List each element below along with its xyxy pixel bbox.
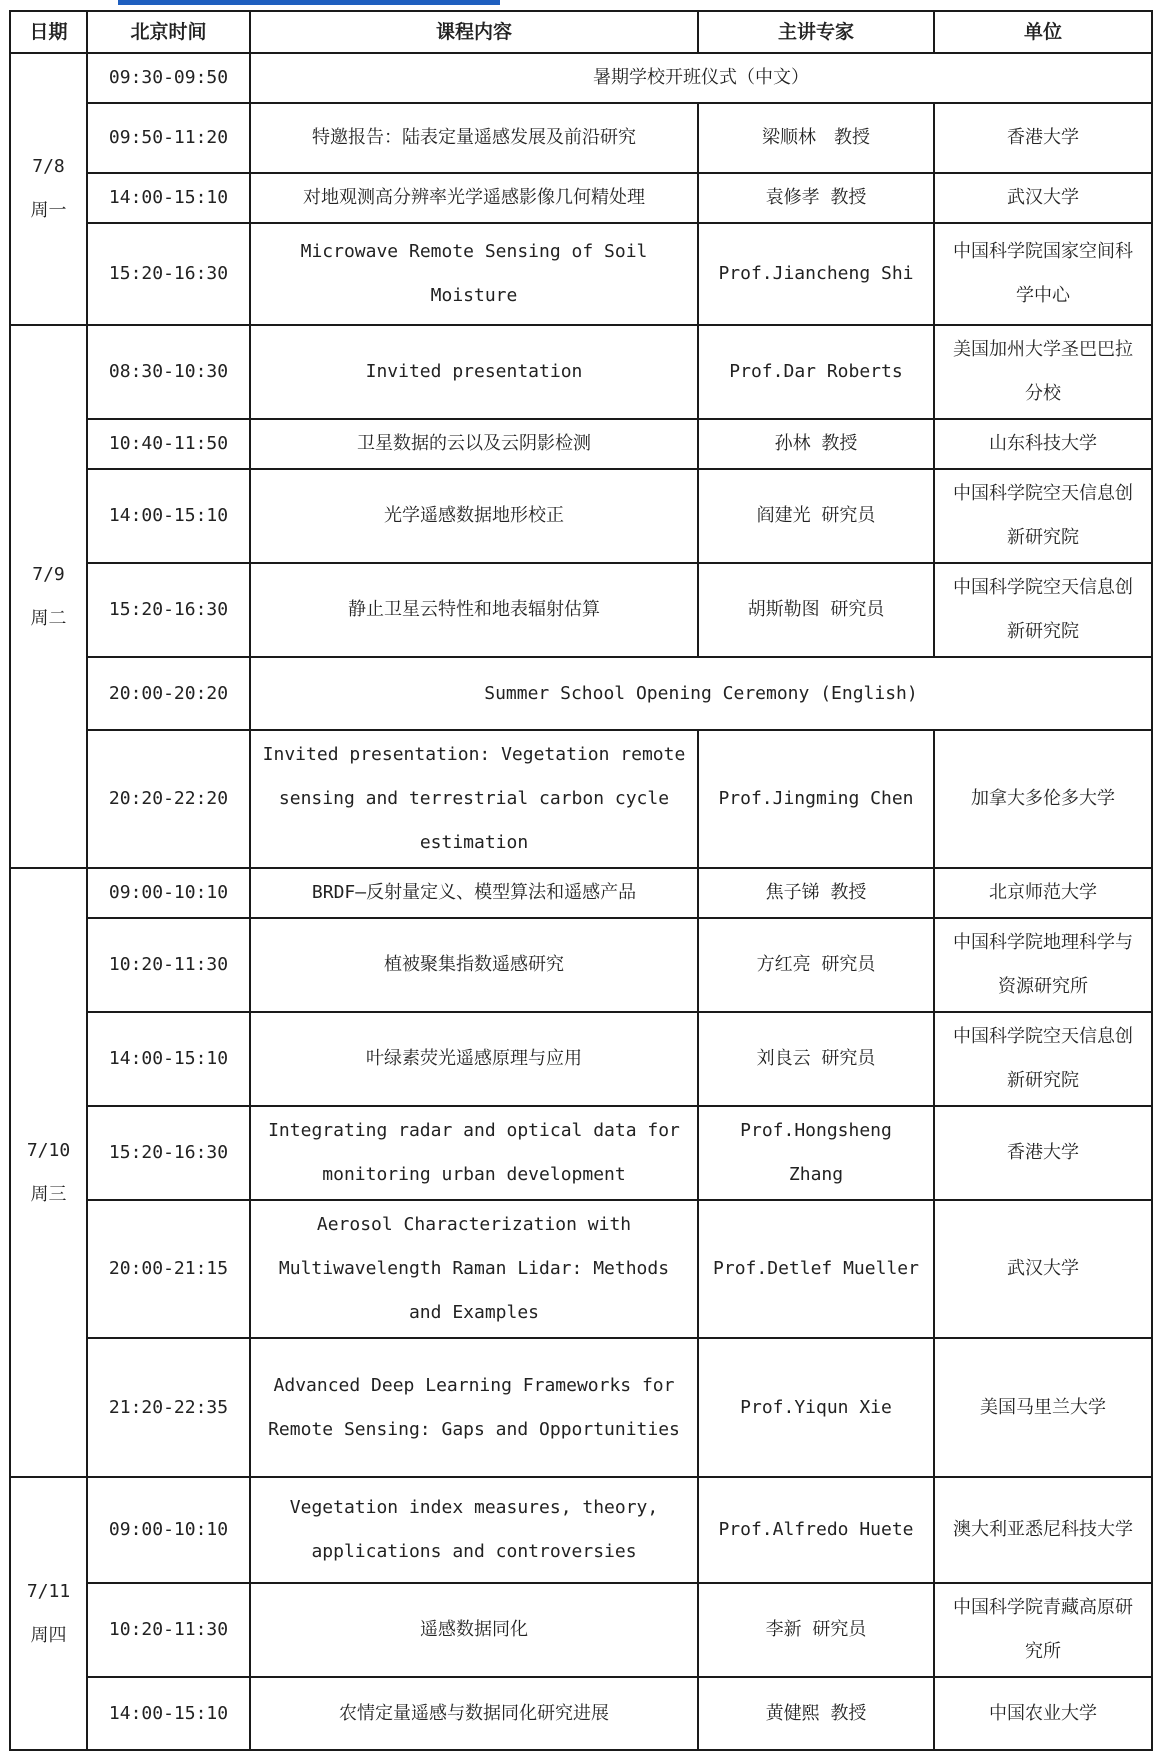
header-time: 北京时间 [87,11,250,53]
session-unit: 北京师范大学 [934,868,1152,918]
session-time: 09:00-10:10 [87,1477,250,1583]
session-course: Integrating radar and optical data for monitoring urban development [250,1106,698,1200]
table-row [10,1583,1152,1677]
day-weekday: 周三 [30,1183,67,1205]
session-time: 09:30-09:50 [87,53,250,103]
session-lecturer: 袁修孝 教授 [698,173,934,223]
table-row [10,868,1152,918]
session-unit: 中国科学院空天信息创新研究院 [934,1012,1152,1106]
day-cell [10,53,87,325]
session-course: Aerosol Characterization with Multiwavelength Raman Lidar: Methods and Examples [250,1200,698,1338]
session-time: 14:00-15:10 [87,1677,250,1750]
table-row [10,223,1152,325]
table-row [10,419,1152,469]
session-time: 15:20-16:30 [87,563,250,657]
session-course: Summer School Opening Ceremony (English) [250,657,1152,730]
session-course: 遥感数据同化 [250,1583,698,1677]
session-course: 光学遥感数据地形校正 [250,469,698,563]
header-lecturer: 主讲专家 [698,11,934,53]
session-unit: 中国科学院国家空间科学中心 [934,223,1152,325]
table-row [10,1106,1152,1200]
session-unit: 中国科学院青藏高原研究所 [934,1583,1152,1677]
day-date: 7/9 [32,563,65,585]
session-unit: 美国加州大学圣巴巴拉分校 [934,325,1152,419]
session-time: 14:00-15:10 [87,1012,250,1106]
session-lecturer: Prof.Hongsheng Zhang [698,1106,934,1200]
session-time: 09:00-10:10 [87,868,250,918]
session-lecturer: 李新 研究员 [698,1583,934,1677]
table-row [10,53,1152,103]
table-row [10,1677,1152,1750]
top-link-fragment [118,0,500,5]
session-time: 20:00-21:15 [87,1200,250,1338]
table-row [10,563,1152,657]
day-weekday: 周一 [30,200,67,221]
session-time: 10:40-11:50 [87,419,250,469]
schedule-body [10,53,1152,1750]
session-unit: 香港大学 [934,1106,1152,1200]
session-time: 14:00-15:10 [87,469,250,563]
session-unit: 美国马里兰大学 [934,1338,1152,1477]
session-lecturer: 焦子锑 教授 [698,868,934,918]
session-unit: 香港大学 [934,103,1152,173]
session-time: 10:20-11:30 [87,1583,250,1677]
session-lecturer: Prof.Alfredo Huete [698,1477,934,1583]
session-course: 植被聚集指数遥感研究 [250,918,698,1012]
session-course: 特邀报告：陆表定量遥感发展及前沿研究 [250,103,698,173]
day-weekday: 周二 [30,607,67,629]
session-unit: 中国科学院空天信息创新研究院 [934,563,1152,657]
header-row [10,11,1152,53]
header-course: 课程内容 [250,11,698,53]
table-row [10,469,1152,563]
day-weekday: 周四 [30,1624,67,1646]
session-course: Vegetation index measures, theory, applications and controversies [250,1477,698,1583]
table-row [10,918,1152,1012]
session-lecturer: Prof.Dar Roberts [698,325,934,419]
table-row [10,1338,1152,1477]
session-course: 农情定量遥感与数据同化研究进展 [250,1677,698,1750]
session-course: 对地观测高分辨率光学遥感影像几何精处理 [250,173,698,223]
session-lecturer: Prof.Jiancheng Shi [698,223,934,325]
session-unit: 中国科学院空天信息创新研究院 [934,469,1152,563]
session-unit: 山东科技大学 [934,419,1152,469]
session-lecturer: 阎建光 研究员 [698,469,934,563]
day-date: 7/10 [26,1139,71,1161]
session-course: Advanced Deep Learning Frameworks for Remote Sensing: Gaps and Opportunities [250,1338,698,1477]
session-unit: 武汉大学 [934,173,1152,223]
session-course: Invited presentation: Vegetation remote sensing and terrestrial carbon cycle estimation [250,730,698,868]
session-lecturer: Prof.Jingming Chen [698,730,934,868]
session-time: 15:20-16:30 [87,223,250,325]
session-course: Invited presentation [250,325,698,419]
session-course: Microwave Remote Sensing of Soil Moisture [250,223,698,325]
table-row [10,657,1152,730]
session-course: 暑期学校开班仪式（中文） [250,53,1152,103]
session-unit: 加拿大多伦多大学 [934,730,1152,868]
session-unit: 武汉大学 [934,1200,1152,1338]
table-row [10,173,1152,223]
table-row [10,730,1152,868]
schedule-table [9,10,1153,1751]
session-time: 09:50-11:20 [87,103,250,173]
table-row [10,1477,1152,1583]
header-unit: 单位 [934,11,1152,53]
session-course: 卫星数据的云以及云阴影检测 [250,419,698,469]
session-lecturer: 黄健熙 教授 [698,1677,934,1750]
session-course: 叶绿素荧光遥感原理与应用 [250,1012,698,1106]
session-time: 14:00-15:10 [87,173,250,223]
session-unit: 澳大利亚悉尼科技大学 [934,1477,1152,1583]
session-time: 20:00-20:20 [87,657,250,730]
session-lecturer: 刘良云 研究员 [698,1012,934,1106]
day-cell [10,1477,87,1750]
session-lecturer: Prof.Detlef Mueller [698,1200,934,1338]
table-row [10,1200,1152,1338]
session-lecturer: Prof.Yiqun Xie [698,1338,934,1477]
session-lecturer: 孙林 教授 [698,419,934,469]
session-course: 静止卫星云特性和地表辐射估算 [250,563,698,657]
session-time: 08:30-10:30 [87,325,250,419]
session-unit: 中国农业大学 [934,1677,1152,1750]
session-lecturer: 胡斯勒图 研究员 [698,563,934,657]
session-time: 15:20-16:30 [87,1106,250,1200]
session-time: 21:20-22:35 [87,1338,250,1477]
session-time: 10:20-11:30 [87,918,250,1012]
table-row [10,103,1152,173]
session-lecturer: 方红亮 研究员 [698,918,934,1012]
day-date: 7/11 [26,1580,71,1602]
table-row [10,325,1152,419]
session-unit: 中国科学院地理科学与资源研究所 [934,918,1152,1012]
day-date: 7/8 [32,156,65,177]
day-cell [10,868,87,1477]
session-lecturer: 梁顺林 教授 [698,103,934,173]
session-time: 20:20-22:20 [87,730,250,868]
day-cell [10,325,87,868]
table-row [10,1012,1152,1106]
session-course: BRDF—反射量定义、模型算法和遥感产品 [250,868,698,918]
header-date: 日期 [10,11,87,53]
